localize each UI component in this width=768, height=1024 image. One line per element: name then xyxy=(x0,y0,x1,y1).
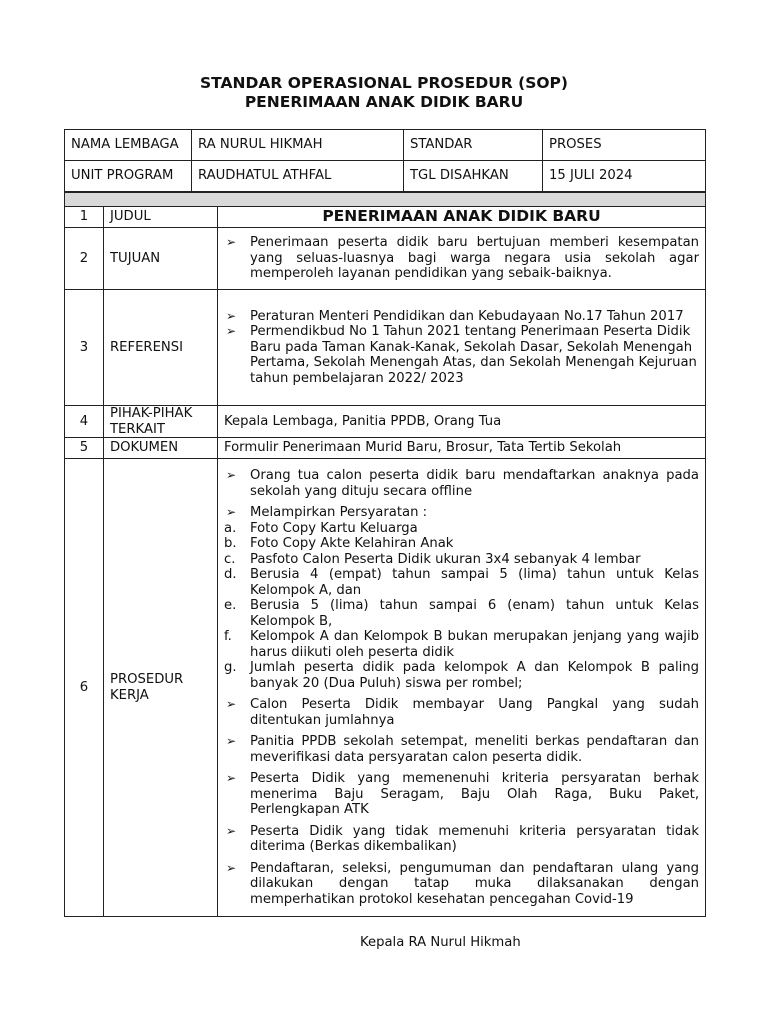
header-value: 15 JULI 2024 xyxy=(543,161,706,192)
header-row-1 xyxy=(65,130,706,161)
list-item-text: Melampirkan Persyaratan : xyxy=(250,505,428,520)
separator-row xyxy=(65,193,706,207)
row-number: 3 xyxy=(65,290,104,406)
row-value: PENERIMAAN ANAK DIDIK BARU xyxy=(218,207,706,228)
list-item: ➢ Orang tua calon peserta didik baru mendaftarkan anaknya pada sekolah yang dituju secara offline xyxy=(224,468,699,499)
document-subtitle: PENERIMAAN ANAK DIDIK BARU xyxy=(244,93,524,111)
document-title: STANDAR OPERASIONAL PROSEDUR (SOP) xyxy=(200,74,568,92)
row-value xyxy=(218,228,706,290)
header-label: TGL DISAHKAN xyxy=(404,161,543,192)
header-label: UNIT PROGRAM xyxy=(65,161,192,192)
header-value: PROSES xyxy=(543,130,706,161)
list-item: ➢ Peraturan Menteri Pendidikan dan Kebudayaan No.17 Tahun 2017 xyxy=(224,309,699,325)
row-judul xyxy=(65,207,706,228)
row-label: DOKUMEN xyxy=(104,438,218,459)
list-item: ➢ Peserta Didik yang memenenuhi kriteria persyaratan berhak menerima Baju Seragam, Baju Olah Raga, Buku Paket, Perlengkapan ATK xyxy=(224,771,699,818)
row-number: 2 xyxy=(65,228,104,290)
row-number: 1 xyxy=(65,207,104,228)
sop-table xyxy=(64,192,706,917)
list-item: ➢ Permendikbud No 1 Tahun 2021 tentang Penerimaan Peserta Didik Baru pada Taman Kanak-Kanak, Sekolah Dasar, Sekolah Menengah Pertama, Sekolah Menengah Atas, dan Sekolah Menengah Kejuruan tahun pembelajaran 2022/ 2023 xyxy=(224,324,699,386)
list-item: ➢ Pendaftaran, seleksi, pengumuman dan pendaftaran ulang yang dilakukan dengan tatap muka dilaksanakan dengan memperhatikan protokol kesehatan pencegahan Covid-19 xyxy=(224,861,699,908)
row-tujuan xyxy=(65,228,706,290)
requirements-list xyxy=(224,521,699,692)
sub-item: d. Berusia 4 (empat) tahun sampai 5 (lima) tahun untuk Kelas Kelompok A, dan xyxy=(224,567,700,598)
sub-item: a. Foto Copy Kartu Keluarga xyxy=(224,520,418,536)
row-label: PROSEDUR KERJA xyxy=(104,459,218,917)
row-prosedur xyxy=(65,459,706,917)
list-item: ➢ Penerimaan peserta didik baru bertujuan memberi kesempatan yang seluas-luasnya bagi warga negara usia sekolah agar memperoleh layanan pendidikan yang sebaik-baiknya. xyxy=(224,235,699,282)
header-row-2 xyxy=(65,161,706,192)
list-item xyxy=(224,505,699,691)
header-label: STANDAR xyxy=(404,130,543,161)
list-item: ➢ Calon Peserta Didik membayar Uang Pangkal yang sudah ditentukan jumlahnya xyxy=(224,697,699,728)
list-item: ➢ Peserta Didik yang tidak memenuhi kriteria persyaratan tidak diterima (Berkas dikembalikan) xyxy=(224,824,699,855)
list-item: ➢ Panitia PPDB sekolah setempat, meneliti berkas pendaftaran dan meverifikasi data persyaratan calon peserta didik. xyxy=(224,734,699,765)
sub-item: f. Kelompok A dan Kelompok B bukan merupakan jenjang yang wajib harus diikuti oleh peserta didik xyxy=(224,629,700,660)
sub-item: e. Berusia 5 (lima) tahun sampai 6 (enam) tahun untuk Kelas Kelompok B, xyxy=(224,598,700,629)
row-label: PIHAK-PIHAK TERKAIT xyxy=(104,406,218,438)
sub-item: b. Foto Copy Akte Kelahiran Anak xyxy=(224,536,454,551)
row-value xyxy=(218,290,706,406)
row-label: JUDUL xyxy=(104,207,218,228)
row-referensi xyxy=(65,290,706,406)
row-value: Kepala Lembaga, Panitia PPDB, Orang Tua xyxy=(218,406,706,438)
row-dokumen xyxy=(65,438,706,459)
row-number: 4 xyxy=(65,406,104,438)
row-number: 6 xyxy=(65,459,104,917)
header-label: NAMA LEMBAGA xyxy=(65,130,192,161)
header-value: RA NURUL HIKMAH xyxy=(192,130,404,161)
row-value xyxy=(218,459,706,917)
header-value: RAUDHATUL ATHFAL xyxy=(192,161,404,192)
sub-item: g. Jumlah peserta didik pada kelompok A dan Kelompok B paling banyak 20 (Dua Puluh) siswa per rombel; xyxy=(224,660,700,691)
signature-label: Kepala RA Nurul Hikmah xyxy=(360,935,521,950)
row-label: REFERENSI xyxy=(104,290,218,406)
sub-item: c. Pasfoto Calon Peserta Didik ukuran 3x4 sebanyak 4 lembar xyxy=(224,551,641,567)
row-value: Formulir Penerimaan Murid Baru, Brosur, Tata Tertib Sekolah xyxy=(218,438,706,459)
header-table xyxy=(64,129,706,192)
row-pihak xyxy=(65,406,706,438)
row-label: TUJUAN xyxy=(104,228,218,290)
row-number: 5 xyxy=(65,438,104,459)
